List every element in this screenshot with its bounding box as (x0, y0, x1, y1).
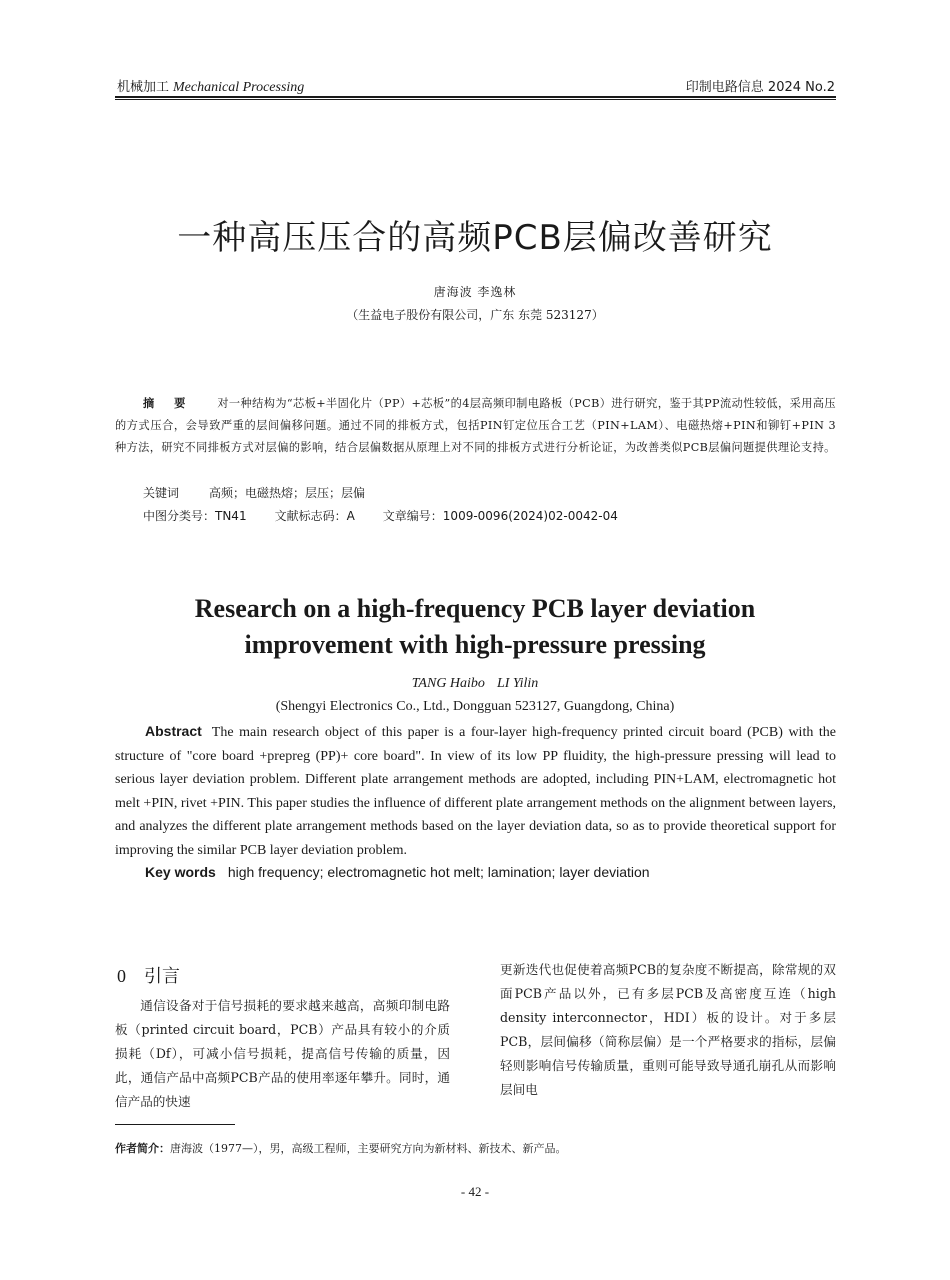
header-rule (115, 96, 836, 98)
paper-title-en (0, 591, 950, 663)
journal-section-cn: 机械加工 (117, 80, 170, 95)
keywords-en-label: Key words (145, 864, 216, 880)
journal-section-en: Mechanical Processing (173, 80, 305, 95)
abstract-en-label: Abstract (145, 723, 202, 739)
keywords-en-text: high frequency; electromagnetic hot melt; lamination; layer deviation (227, 864, 650, 880)
affiliation-cn: （生益电子股份有限公司，广东 东莞 523127） (346, 308, 604, 322)
keywords-cn (143, 484, 365, 501)
keywords-cn-label: 关键词 (143, 486, 180, 500)
page-number: - 42 - (460, 1184, 490, 1199)
keywords-en (145, 864, 650, 880)
paper-title-cn: 一种高压压合的高频PCB层偏改善研究 (177, 218, 773, 258)
body-column-right (500, 958, 836, 1102)
abstract-cn-label: 摘 要 (143, 397, 194, 410)
author-1-en: TANG Haibo (411, 676, 485, 691)
abstract-cn (115, 393, 836, 459)
section-heading (117, 962, 180, 988)
classification-row (143, 507, 646, 524)
footnote-rule (115, 1124, 235, 1125)
abstract-en (115, 720, 836, 862)
body-paragraph-left: 通信设备对于信号损耗的要求越来越高，高频印制电路板（printed circuit board，PCB）产品具有较小的介质损耗（Df），可减小信号损耗，提高信号传输的质量，因此，通信产品中高频PCB产品的使用率逐年攀升。同时，通信产品的快速 (115, 998, 450, 1109)
section-title: 引言 (144, 966, 180, 987)
authors-cn: 唐海波 李逸林 (433, 285, 517, 299)
affiliation-en: (Shengyi Electronics Co., Ltd., Dongguan 523127, Guangdong, China) (275, 699, 675, 714)
clc-number: 中图分类号：TN41 (143, 509, 247, 523)
paper-title-en-line1: Research on a high-frequency PCB layer deviation (194, 594, 756, 623)
running-header-left (117, 76, 304, 96)
header-rule-thin (115, 99, 836, 100)
running-header-right: 印制电路信息 2024 No.2 (685, 80, 835, 95)
abstract-cn-text: 对一种结构为“芯板+半固化片（PP）+芯板”的4层高频印制电路板（PCB）进行研究，鉴于其PP流动性较低，采用高压的方式压合，会导致严重的层间偏移问题。通过不同的排板方式，包括PIN钉定位压合工艺（PIN+LAM）、电磁热熔+PIN和铆钉+PIN 3种方法，研究不同排板方式对层偏的影响，结合层偏数据从原理上对不同的排板方式进行分析论证，为改善类似PCB层偏问题提供理论支持。 (115, 397, 836, 454)
footnote-text: 唐海波（1977—），男，高级工程师，主要研究方向为新材料、新技术、新产品。 (170, 1142, 567, 1155)
section-number: 0 (117, 966, 126, 986)
authors-en (0, 676, 950, 692)
document-code: 文献标志码：A (274, 509, 355, 523)
body-column-left (115, 994, 450, 1114)
author-footnote (115, 1140, 567, 1156)
article-number: 文章编号：1009-0096(2024)02-0042-04 (382, 509, 618, 523)
author-2-en: LI Yilin (496, 676, 539, 691)
paper-title-en-line2: improvement with high-pressure pressing (244, 630, 706, 659)
keywords-cn-text: 高频；电磁热熔；层压；层偏 (209, 486, 366, 500)
abstract-en-text: The main research object of this paper is a four-layer high-frequency printed circuit board (PCB) with the structure of "core board +prepreg (PP)+ core board". In view of its low PP fluidity, the high-pressure pressing will lead to serious layer deviation problem. Different plate arrangement methods are adopted, including PIN+LAM, electromagnetic hot melt +PIN, rivet +PIN. This paper studies the influence of different plate arrangement methods on the alignment between layers, and analyzes the different plate arrangement methods based on the layer deviation data, so as to provide theoretical support for improving the similar PCB layer deviation problem. (115, 725, 836, 858)
body-paragraph-right: 更新迭代也促使着高频PCB的复杂度不断提高，除常规的双面PCB产品以外，已有多层PCB及高密度互连（high density interconnector，HDI）板的设计。对于多层PCB，层间偏移（简称层偏）是一个严格要求的指标，层偏轻则影响信号传输质量，重则可能导致导通孔崩孔从而影响层间电 (500, 962, 836, 1097)
footnote-label: 作者简介： (115, 1142, 170, 1155)
